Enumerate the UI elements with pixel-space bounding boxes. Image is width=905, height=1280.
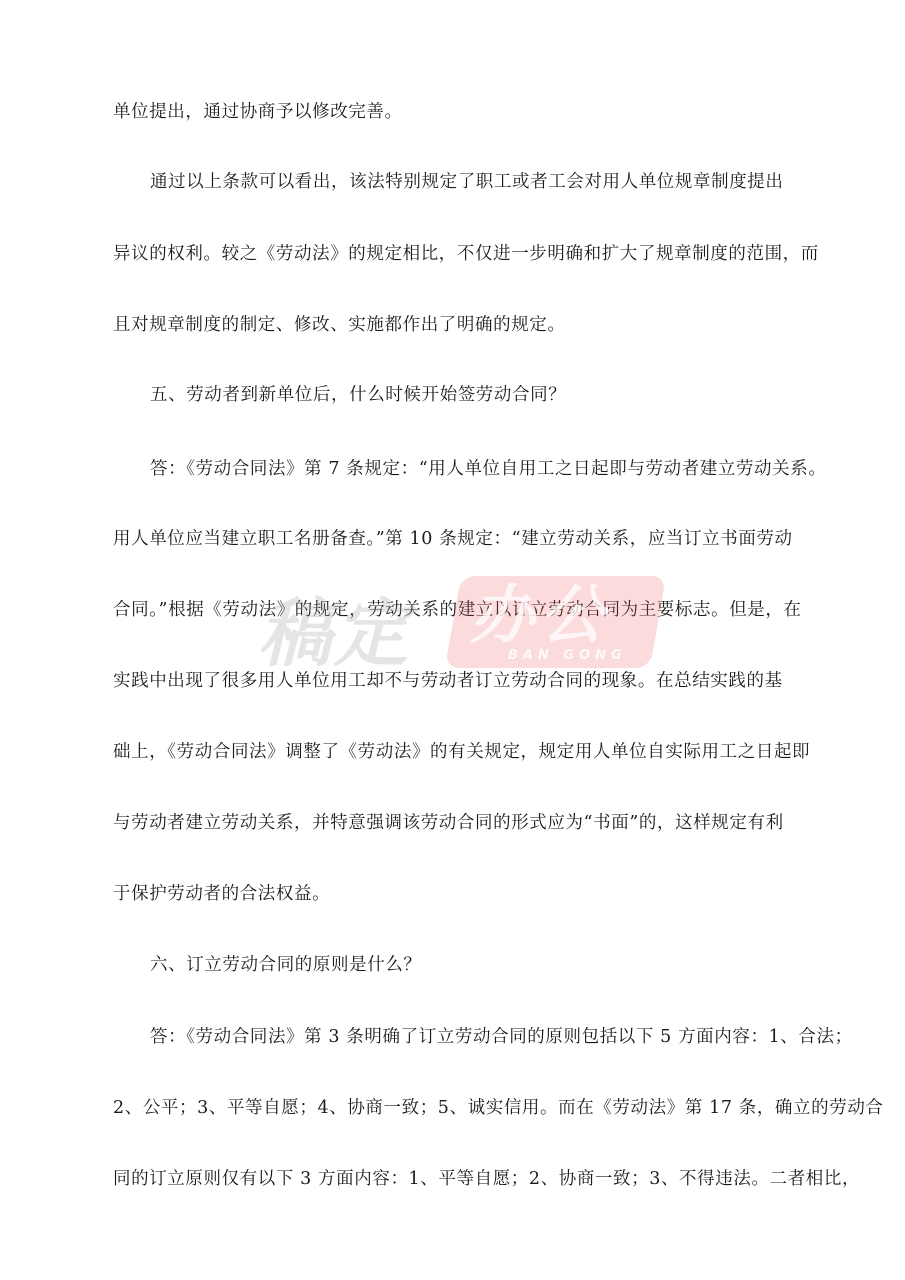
text-line: 同的订立原则仅有以下 3 方面内容：1、平等自愿；2、协商一致；3、不得违法。二者相比， <box>113 1169 861 1189</box>
text-line: 于保护劳动者的合法权益。 <box>113 884 331 904</box>
text-line: 础上，《劳动合同法》调整了《劳动法》的有关规定，规定用人单位自实际用工之日起即 <box>113 742 811 762</box>
text-line: 2、公平；3、平等自愿；4、协商一致；5、诚实信用。而在《劳动法》第 17 条，确立的劳动合 <box>113 1098 884 1118</box>
text-line: 且对规章制度的制定、修改、实施都作出了明确的规定。 <box>113 315 566 335</box>
paragraph-start: 通过以上条款可以看出，该法特别规定了职工或者工会对用人单位规章制度提出 <box>150 172 784 192</box>
watermark-left-text: 稿定 <box>258 591 410 677</box>
watermark-right-text: 办公 <box>470 579 610 653</box>
text-line: 异议的权利。较之《劳动法》的规定相比，不仅进一步明确和扩大了规章制度的范围，而 <box>113 244 819 264</box>
text-line: 用人单位应当建立职工名册备查。”第 10 条规定：“建立劳动关系，应当订立书面劳动 <box>113 529 793 549</box>
section-heading-5: 五、劳动者到新单位后，什么时候开始签劳动合同？ <box>150 385 567 405</box>
text-line: 实践中出现了很多用人单位用工却不与劳动者订立劳动合同的现象。在总结实践的基 <box>113 671 783 691</box>
text-line: 合同。”根据《劳动法》的规定，劳动关系的建立以订立劳动合同为主要标志。但是，在 <box>113 600 802 620</box>
watermark-subtext: BAN GONG <box>508 648 627 663</box>
paragraph-start: 答：《劳动合同法》第 3 条明确了订立劳动合同的原则包括以下 5 方面内容：1、合法； <box>150 1027 853 1047</box>
text-line: 与劳动者建立劳动关系，并特意强调该劳动合同的形式应为“书面”的，这样规定有利 <box>113 813 784 833</box>
paragraph-start: 答：《劳动合同法》第 7 条规定：“用人单位自用工之日起即与劳动者建立劳动关系。 <box>150 459 827 479</box>
section-heading-6: 六、订立劳动合同的原则是什么？ <box>150 955 422 975</box>
text-line: 单位提出，通过协商予以修改完善。 <box>113 102 403 122</box>
watermark-badge <box>445 576 666 668</box>
